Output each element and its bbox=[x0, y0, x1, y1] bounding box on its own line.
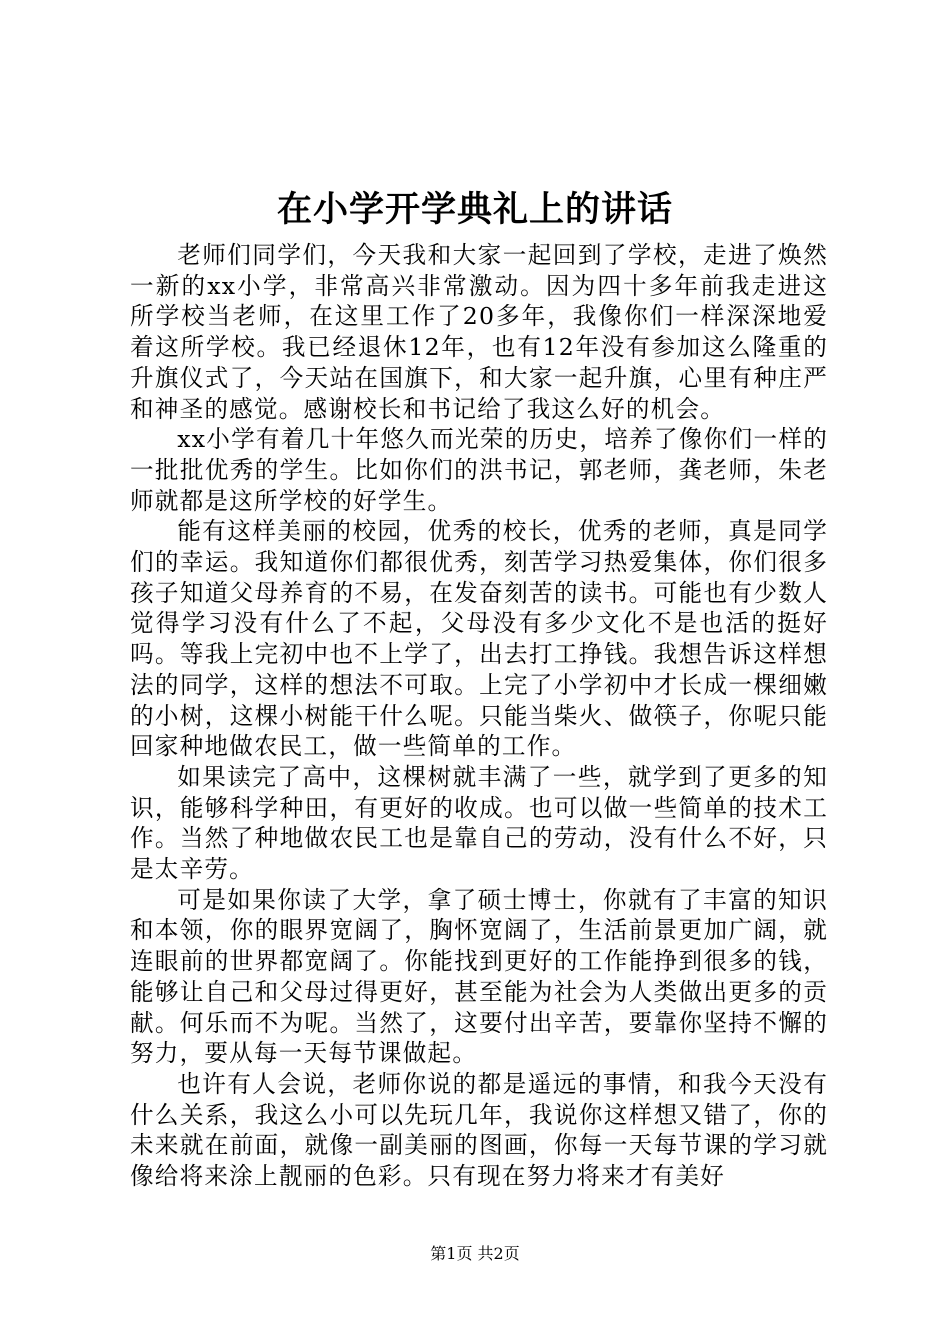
document-title: 在小学开学典礼上的讲话 bbox=[276, 189, 673, 230]
paragraph: 如果读完了高中，这棵树就丰满了一些，就学到了更多的知识，能够科学种田，有更好的收成。也可以做一些简单的技术工作。当然了种地做农民工也是靠自己的劳动，没有什么不好，只是太辛劳。 bbox=[130, 762, 828, 884]
paragraph: 可是如果你读了大学，拿了硕士博士，你就有了丰富的知识和本领，你的眼界宽阔了，胸怀宽阔了，生活前景更加广阔，就连眼前的世界都宽阔了。你能找到更好的工作能挣到很多的钱，能够让自己和父母过得更好，甚至能为社会为人类做出更多的贡献。何乐而不为呢。当然了，这要付出辛苦，要靠你坚持不懈的努力，要从每一天每节课做起。 bbox=[130, 885, 828, 1068]
paragraph: 也许有人会说，老师你说的都是遥远的事情，和我今天没有什么关系，我这么小可以先玩几年，我说你这样想又错了，你的未来就在前面，就像一副美丽的图画，你每一天每节课的学习就像给将来涂上靓丽的色彩。只有现在努力将来才有美好 bbox=[130, 1069, 828, 1191]
paragraph: xx小学有着几十年悠久而光荣的历史，培养了像你们一样的一批批优秀的学生。比如你们的洪书记，郭老师，龚老师，朱老师就都是这所学校的好学生。 bbox=[130, 425, 828, 515]
paragraph: 能有这样美丽的校园，优秀的校长，优秀的老师，真是同学们的幸运。我知道你们都很优秀，刻苦学习热爱集体，你们很多孩子知道父母养育的不易，在发奋刻苦的读书。可能也有少数人觉得学习没有什么了不起，父母没有多少文化不是也活的挺好吗。等我上完初中也不上学了，出去打工挣钱。我想告诉这样想法的同学，这样的想法不可取。上完了小学初中才长成一棵细嫩的小树，这棵小树能干什么呢。只能当柴火、做筷子，你呢只能回家种地做农民工，做一些简单的工作。 bbox=[130, 517, 828, 761]
page-number-footer: 第1页 共2页 bbox=[430, 1244, 520, 1263]
document-body bbox=[130, 240, 828, 1192]
paragraph: 老师们同学们，今天我和大家一起回到了学校，走进了焕然一新的xx小学，非常高兴非常激动。因为四十多年前我走进这所学校当老师，在这里工作了20多年，我像你们一样深深地爱着这所学校。我已经退休12年，也有12年没有参加这么隆重的升旗仪式了，今天站在国旗下，和大家一起升旗，心里有种庄严和神圣的感觉。感谢校长和书记给了我这么好的机会。 bbox=[130, 241, 828, 423]
